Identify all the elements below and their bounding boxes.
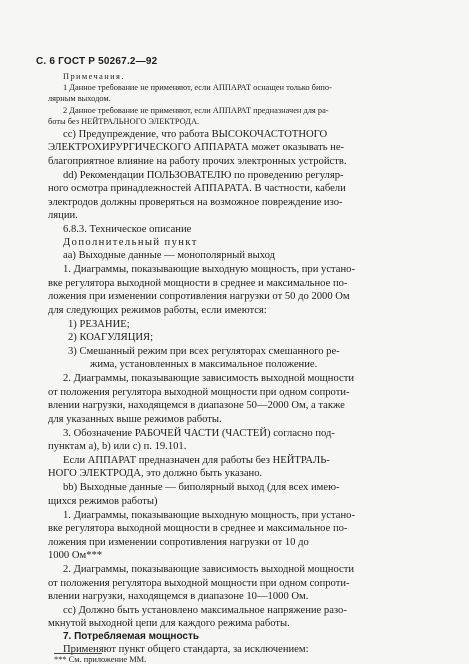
section-7-text: Применяют пункт общего стандарта, за исключением:	[63, 644, 309, 655]
cc-voltage-line-1: сс) Должно быть установлено максимальное напряжение разо-	[63, 605, 347, 616]
bb-heading-line-1: bb) Выходные данные — биполярный выход (для всех имею-	[63, 482, 340, 493]
b1-line-3: ложения при изменении сопротивления нагрузки от 10 до	[48, 537, 309, 548]
cc-line-2: ЭЛЕКТРОХИРУРГИЧЕСКОГО АППАРАТА может оказывать не-	[48, 142, 345, 153]
p2-line-2: от положения регулятора выходной мощности при одном сопроти-	[48, 387, 350, 398]
aa-heading: аа) Выходные данные — монополярный выход	[63, 250, 276, 261]
additional-clause-heading: Дополнительный пункт	[63, 237, 198, 248]
b2-line-3: влении нагрузки, находящемся в диапазоне 10—1000 Ом.	[48, 591, 309, 602]
note-1-line-2: лярным выходом.	[48, 94, 111, 103]
b2-line-1: 2. Диаграммы, показывающие зависимость выходной мощности	[63, 564, 355, 575]
p3-line-1: 3. Обозначение РАБОЧЕЙ ЧАСТИ (ЧАСТЕЙ) согласно под-	[63, 428, 335, 439]
neutral-electrode-line-1: Если АППАРАТ предназначен для работы без НЕЙТРАЛЬ-	[63, 455, 330, 466]
b2-line-2: от положения регулятора выходной мощности при одном сопроти-	[48, 578, 350, 589]
b1-line-1: 1. Диаграммы, показывающие выходную мощность, при устано-	[63, 510, 355, 521]
bb-heading-line-2: щихся режимов работы)	[48, 496, 158, 507]
p3-line-2: пунктам а), b) или с) п. 19.101.	[48, 441, 187, 452]
cc-line-1: cc) Предупреждение, что работа ВЫСОКОЧАСТОТНОГО	[63, 129, 328, 140]
p2-line-1: 2. Диаграммы, показывающие зависимость выходной мощности	[63, 373, 355, 384]
p1-line-4: для следующих режимов работы, если имеются:	[48, 305, 267, 316]
dd-line-3: электродов должны проверяться на возможное повреждение изо-	[48, 197, 343, 208]
note-1-line-1: 1 Данное требование не применяют, если АППАРАТ оснащен только бипо-	[63, 83, 332, 92]
section-6-8-3-title: 6.8.3. Техническое описание	[63, 224, 192, 235]
notes-title: Примечания.	[63, 72, 125, 81]
page-header: С. 6 ГОСТ Р 50267.2—92	[36, 56, 158, 67]
section-7-title: 7. Потребляемая мощность	[63, 631, 200, 642]
note-2-line-2: боты без НЕЙТРАЛЬНОГО ЭЛЕКТРОДА.	[48, 117, 200, 126]
footnote: *** См. приложение ММ.	[54, 655, 147, 664]
cc-line-3: благоприятное влияние на работу прочих электронных устройств.	[48, 156, 347, 167]
p2-line-4: для указанных выше режимов работы.	[48, 414, 222, 425]
note-2-line-1: 2 Данное требование не применяют, если АППАРАТ предназначен для ра-	[63, 106, 329, 115]
mode-mixed-line-2: жима, установленных в максимальное положение.	[90, 359, 318, 370]
cc-voltage-line-2: мкнутой выходной цепи для каждого режима работы.	[48, 618, 290, 629]
neutral-electrode-line-2: НОГО ЭЛЕКТРОДА, это должно быть указано.	[48, 468, 263, 479]
dd-line-2: ного осмотра принадлежностей АППАРАТА. В частности, кабели	[48, 183, 346, 194]
dd-line-4: ляции.	[48, 210, 78, 221]
mode-cutting: 1) РЕЗАНИЕ;	[68, 319, 130, 330]
footnote-rule	[54, 653, 102, 654]
p1-line-2: вке регулятора выходной мощности в среднее и максимальное по-	[48, 278, 348, 289]
p2-line-3: влении нагрузки, находящемся в диапазоне 50—2000 Ом, а также	[48, 400, 345, 411]
p1-line-3: ложения при изменении сопротивления нагрузки от 50 до 2000 Ом	[48, 291, 350, 302]
mode-mixed-line-1: 3) Смешанный режим при всех регуляторах смешанного ре-	[68, 346, 340, 357]
dd-line-1: dd) Рекомендации ПОЛЬЗОВАТЕЛЮ по проведению регуляр-	[63, 170, 344, 181]
b1-line-4: 1000 Ом***	[48, 550, 103, 561]
p1-line-1: 1. Диаграммы, показывающие выходную мощность, при устано-	[63, 264, 355, 275]
mode-coagulation: 2) КОАГУЛЯЦИЯ;	[68, 332, 154, 343]
b1-line-2: вке регулятора выходной мощности в среднее и максимальное по-	[48, 523, 348, 534]
